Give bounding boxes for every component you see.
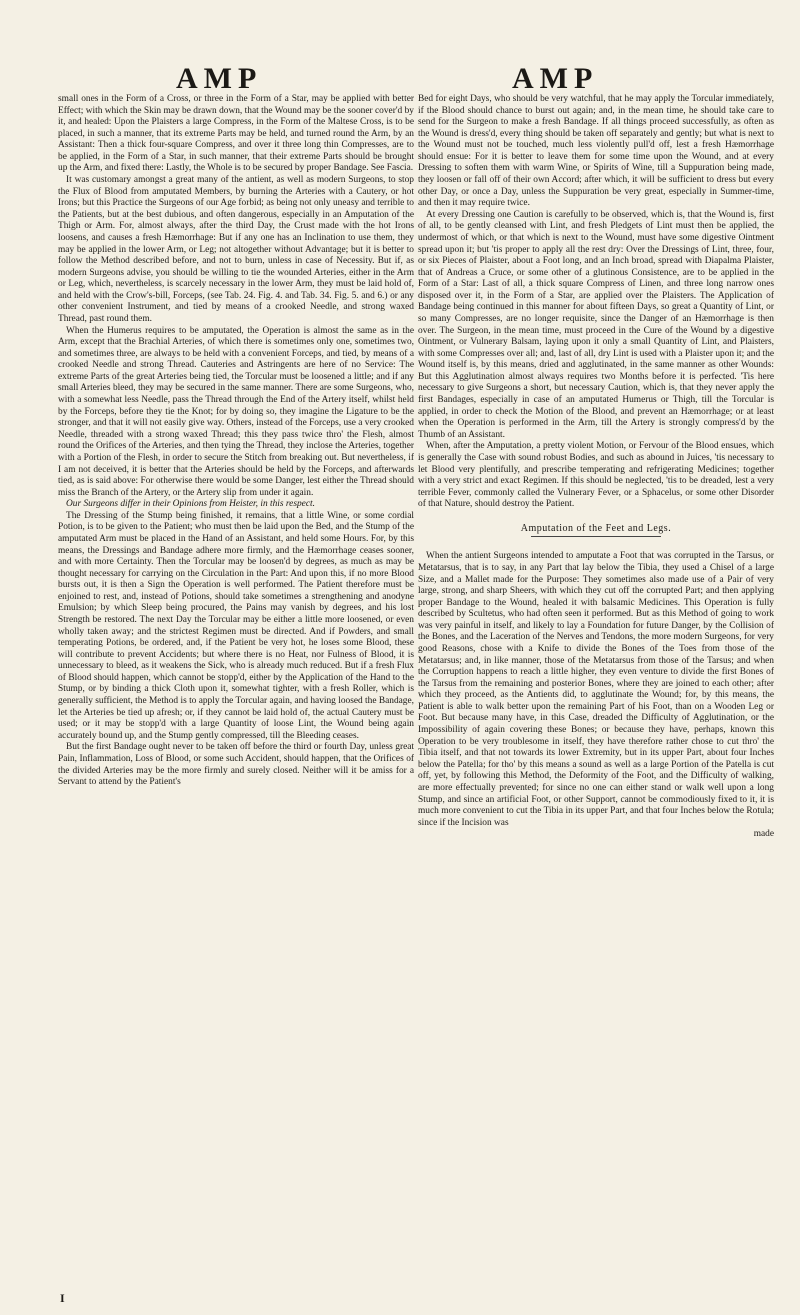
paragraph: Bed for eight Days, who should be very watchful, that he may apply the Torcular immediately, if the Blood should chance to burst out again; and, in the mean time, he should take care to send for the Surgeon to make a fresh Bandage. If all things proceed successfully, as often as the Wound is dress'd, every thing should be taken off separately and gently; but what is next to the Wound must not be touched, much less violently pull'd off, lest a fresh Hæmorrhage should ensue: For it is better to leave them for some time upon the Wound, and at every Dressing to soften them with warm Wine, or Spirits of Wine, till a Suppuration being made, they loosen or fall off of their own Accord; after which, it will be sufficient to dress but every other Day, or once a Day, unless the Suppuration be very great, especially in Summer-time, and then it may require twice. [418,94,774,209]
italic-note-text: Our Surgeons differ in their Opinions from Heister, in this respect. [66,499,315,510]
paragraph: When the antient Surgeons intended to amputate a Foot that was corrupted in the Tarsus, or Metatarsus, that is to say, in any Part that lay below the Tibia, they used a Chisel of a large Size, and a Mallet made for the Purpose: They sometimes also made use of a Pair of very large, strong, and sharp Sheers, with which they cut off the corrupted Part; and then applying proper Bandage to the Wound, healed it with balsamic Medicines. This Operation is fully described by Scultetus, who had often seen it performed. But as this Method of going to work was very painful in itself, and likely to lay a Foundation for future Danger, by the Collision of the Bones, and the Laceration of the Nerves and Tendons, the more modern Surgeons, for very good Reasons, chose with a Knife to divide the Bones of the Toes from those of the Metatarsus; and, in like manner, those of the Metatarsus from those of the Tarsus; and when the Corruption happens to reach a little higher, they even venture to divide the first Bones of the Tarsus from the remaining and posterior Bones, where they are joined to each other; after which they proceed, as the Antients did, to agglutinate the Wound; for, by this means, the Patient is able to walk better upon the remaining Part of his Foot, than on a Wooden Leg or Foot. But because many have, in this Case, dreaded the Difficulty of Agglutination, or the Impossibility of again covering these Bones; or because they have, perhaps, known this Operation to be very troublesome in itself, they have therefore rather chose to cut thro' the Tibia itself, and that not towards its lower Extremity, but in its upper Part, about four Inches below the Patella; for tho' by this means a sound as well as a large Portion of the Patella is cut off, yet, by following this Method, the Deformity of the Foot, and the Difficulty of walking, are more effectually prevented; for since no one can either stand or walk well upon a long Stump, and since an artificial Foot, or other Support, cannot be commodiously fixed to it, it is much more convenient to cut the Tibia in its upper Part, and that four Inches below the Rotula; since if the Incision was [418,551,774,828]
paragraph: At every Dressing one Caution is carefully to be observed, which is, that the Wound is, first of all, to be gently cleansed with Lint, and fresh Pledgets of Lint must then be applied, the undermost of which, or that which is next to the Wound, must have some digestive Ointment spread upon it; but 'tis proper to apply all the rest dry: Over the Dressings of Lint, three, four, or six Pieces of Plaister, about a Foot long, and an Inch broad, spread with Diapalma Plaister, that of Andreas a Cruce, or some other of a glutinous Consistence, are to be applied in the Form of a Star: Last of all, a thick square Compress of Linen, and three long narrow ones disposed over it, in the Form of a Star, are applied over the Plaisters. The Application of Bandage being continued in this manner for about fifteen Days, so great a Quantity of Lint, or so many Compresses, are no longer requisite, since the Danger of an Hæmorrhage is then over. The Surgeon, in the mean time, must proceed in the Cure of the Wound by a digestive Ointment, or Vulnerary Balsam, laying upon it only a small Quantity of Lint, and Plaisters, with some Compresses over all; and, last of all, dry Lint is used with a Plaister upon it; and the Wound itself is, by this means, dried and agglutinated, in the same manner as other Wounds: But this Agglutination almost always requires two Months before it is perfected. 'Tis here necessary to give Surgeons a short, but necessary Caution, which is, that they never apply the first Bandages, especially in case of an amputated Humerus or Thigh, till the Torcular is applied, in order to check the Motion of the Blood, and prevent an Hæmorrhage; or at least when the Operation is performed in the Arm, till the Artery is strongly compress'd by the Thumb of an Assistant. [418,209,774,440]
running-head-left: AMP [176,62,263,95]
paragraph-italic-note [58,499,414,511]
paragraph: The Dressing of the Stump being finished, it remains, that a little Wine, or some cordial Potion, is to be given to the Patient; who must then be laid upon the Bed, and the Stump of the amputated Arm must be placed in the Hand of an Assistant, and held some Hours. For, by this means, the Dressings and Bandage adhere more firmly, and the Hæmorrhage ceases sooner, and with more Certainty. Then the Torcular may be loosen'd by degrees, as much as may be thought necessary for carrying on the Circulation in the Part: And upon this, if no more Blood bursts out, it is then a Sign the Operation is well performed. The Patient therefore must be enjoined to rest, and, instead of Potions, should take sometimes a strengthening and anodyne Emulsion; by which Sleep being procured, the Pains may vanish by degrees, and his lost Strength be restored. The next Day the Torcular may be either a little more loosened, or even wholly taken away; and the strictest Regimen must be directed. And if Powders, and small temperating Potions, be ordered, and, if the Patient be very hot, he loses some Blood, these will contribute to prevent Accidents; but where there is no Heat, nor Fulness of Blood, it is unnecessary to bleed, as it weakens the Sick, who is already much reduced. But if a fresh Flux of Blood should happen, which cannot be stopp'd, either by the Application of the Hand to the Stump, or by binding a thick Cloth upon it, somewhat tighter, with a fresh Roller, which is generally sufficient, the Method is to apply the Torcular again, and having loosed the Bandage, let the Arteries be tied up afresh; or, if they cannot be laid hold of, the actual Cautery must be used; or it may be stopp'd with a large Quantity of loose Lint, the Wound being again accurately bound up, and the Stump gently compressed, till the Bleeding ceases. [58,510,414,741]
left-column [58,94,414,789]
section-heading [418,523,774,538]
paragraph: But the first Bandage ought never to be taken off before the third or fourth Day, unless great Pain, Inflammation, Loss of Blood, or some such Accident, should happen, that the Orifices of the divided Arteries may be the more firmly and surely closed. Neither will it be amiss for a Servant to attend by the Patient's [58,742,414,788]
paragraph: small ones in the Form of a Cross, or three in the Form of a Star, may be applied with better Effect; with which the Skin may be drawn down, that the Wound may be the sooner cover'd by it, and healed: Upon the Plaisters a large Compress, in the Form of the Maltese Cross, is to be placed, in such a manner, that its extreme Parts may be held, and turned round the Arm, by an Assistant: Then a thick four-square Compress, and over it three long thin Compresses, are to be applied, in the Form of a Star, in such manner, that their extreme Parts should be brought up the Arm, and fixed there: Lastly, the Whole is to be secured by proper Bandage. See Fascia. [58,94,414,174]
running-head-right: AMP [512,62,599,95]
right-column [418,94,774,841]
section-heading-text: Amputation of the Feet and Legs. [520,522,672,534]
folio-mark: I [60,1291,65,1305]
paragraph: When the Humerus requires to be amputated, the Operation is almost the same as in the Arm, except that the Brachial Arteries, of which there is sometimes only one, sometimes two, and sometimes three, are always to be held with a convenient Forceps, and tied, by means of a crooked Needle and strong Thread. Cauteries and Astringents are here of no Service: The extreme Parts of the great Arteries being tied, the Torcular must be loosened a little; and if any small Arteries bleed, they may be secured in the same manner. There are some Surgeons, who, with a somewhat less Needle, pass the Thread through the End of the Artery itself, whilst held by the Forceps, before they tie the Knot; for by doing so, they imagine the Ligature to be the stronger, and that it will not easily give way. Others, instead of the Forceps, use a very crooked Needle, threaded with a strong waxed Thread; this they pass twice thro' the Flesh, almost round the Orifices of the Arteries, and then tying the Thread, they inclose the Arteries, together with a Portion of the Flesh, in order to secure the Stitch from breaking out. But nevertheless, if I am not deceived, it is better that the Arteries should be held by the Forceps, and afterwards tied, as is said above: For otherwise there would be some Danger, lest either the Thread should miss the Branch of the Artery, or the Artery slip from under it again. [58,325,414,498]
paragraph: When, after the Amputation, a pretty violent Motion, or Fervour of the Blood ensues, which is generally the Case with sound robust Bodies, and such as abound in Juices, 'tis necessary to let Blood very plentifully, and prescribe temperating and refrigerating Medicines; together with a very strict and exact Regimen. If this should be neglected, 'tis to be dreaded, lest a very terrible Fever, commonly called the Vulnerary Fever, or a Sphacelus, or some other Disorder of that Nature, should destroy the Patient. [418,441,774,510]
paragraph: It was customary amongst a great many of the antient, as well as modern Surgeons, to stop the Flux of Blood from amputated Members, by burning the Arteries with a Cautery, or hot Irons; but this Practice the Surgeons of our Age forbid; as being not only uneasy and terrible to the Patients, but at the best dubious, and often dangerous, especially in an Amputation of the Thigh or Arm. For, almost always, after the third Day, the Crust made with the hot Irons loosens, and causes a fresh Hæmorrhage: But if any one has an Inclination to use them, they may be applied in the lower Arm, or Leg; not altogether without Advantage; but it is better to follow the Method described before, and not to burn, unless in case of Necessity. But if, as modern Surgeons advise, you should be willing to tie the wounded Arteries, either in the Arm or Leg, which, nevertheless, is scarcely necessary in the lower Arm, they must be laid hold of, and held with the Crow's-bill, Forceps, (see Tab. 24. Fig. 4. and Tab. 34. Fig. 5. and 6.) or any other convenient Instrument, and tied by means of a crooked Needle, and strong waxed Thread, past round them. [58,175,414,324]
section-rule [531,536,661,537]
catchword: made [753,829,774,840]
